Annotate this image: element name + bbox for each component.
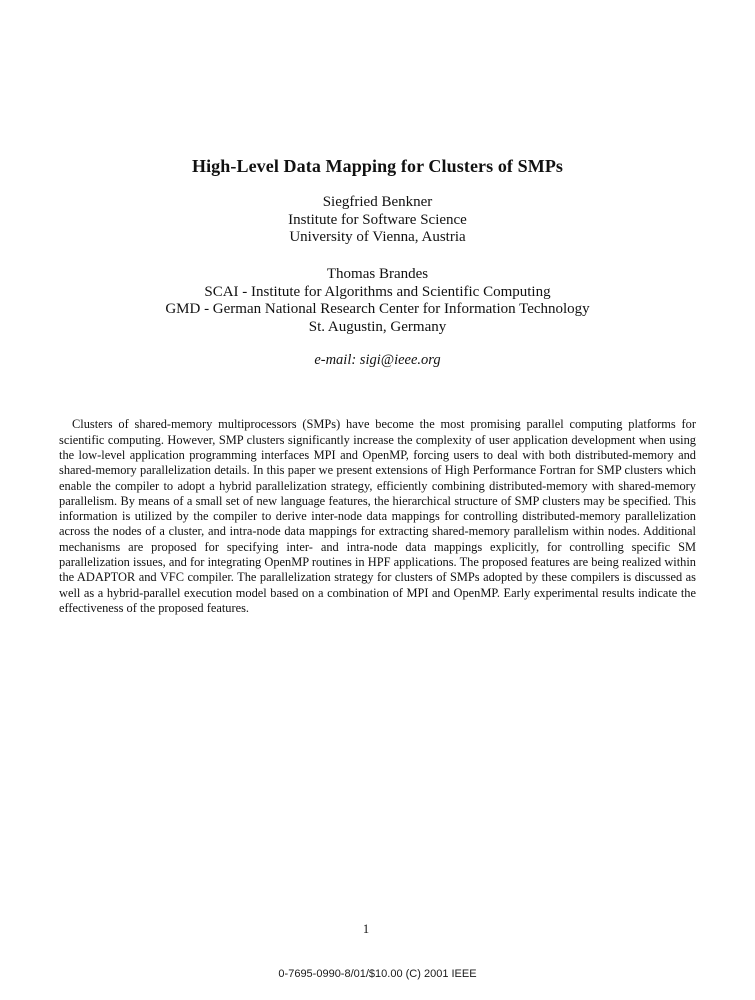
- author-name: Thomas Brandes: [326, 266, 429, 282]
- author-name: Siegfried Benkner: [322, 194, 433, 210]
- author-block-brandes: [0, 266, 755, 336]
- author-affiliation-line: University of Vienna, Austria: [289, 229, 466, 246]
- author-affiliation-line: St. Augustin, Germany: [308, 318, 447, 335]
- paper-title: High-Level Data Mapping for Clusters of SMPs: [191, 156, 564, 177]
- author-affiliation-line: GMD - German National Research Center for Information Technology: [165, 301, 590, 318]
- author-affiliation-line: SCAI - Institute for Algorithms and Scientific Computing: [204, 283, 551, 300]
- author-block-benkner: [0, 194, 755, 247]
- page-number: 1: [362, 922, 370, 936]
- abstract-paragraph: Clusters of shared-memory multiprocessors (SMPs) have become the most promising parallel computing platforms for scientific computing. However, SMP clusters significantly increase the complexity of user application development when using the low-level application programming interfaces MPI and OpenMP, forcing users to deal with both distributed-memory and shared-memory parallelization details. In this paper we present extensions of High Performance Fortran for SMP clusters which enable the compiler to adopt a hybrid parallelization strategy, efficiently combining distributed-memory with shared-memory parallelism. By means of a small set of new language features, the hierarchical structure of SMP clusters may be specified. This information is utilized by the compiler to derive inter-node data mappings for controlling distributed-memory parallelization across the nodes of a cluster, and intra-node data mappings for extracting shared-memory parallelism within nodes. Additional mechanisms are proposed for specifying inter- and intra-node data mappings explicitly, for controlling specific SM parallelization issues, and for integrating OpenMP routines in HPF applications. The proposed features are being realized within the ADAPTOR and VFC compiler. The parallelization strategy for clusters of SMPs adopted by these compilers is discussed as well as a hybrid-parallel execution model based on a combination of MPI and OpenMP. Early experimental results indicate the effectiveness of the proposed features.: [59, 417, 696, 615]
- copyright-footer: 0-7695-0990-8/01/$10.00 (C) 2001 IEEE: [278, 968, 477, 980]
- author-affiliation-line: Institute for Software Science: [288, 211, 467, 228]
- email-line: e-mail: sigi@ieee.org: [314, 352, 441, 368]
